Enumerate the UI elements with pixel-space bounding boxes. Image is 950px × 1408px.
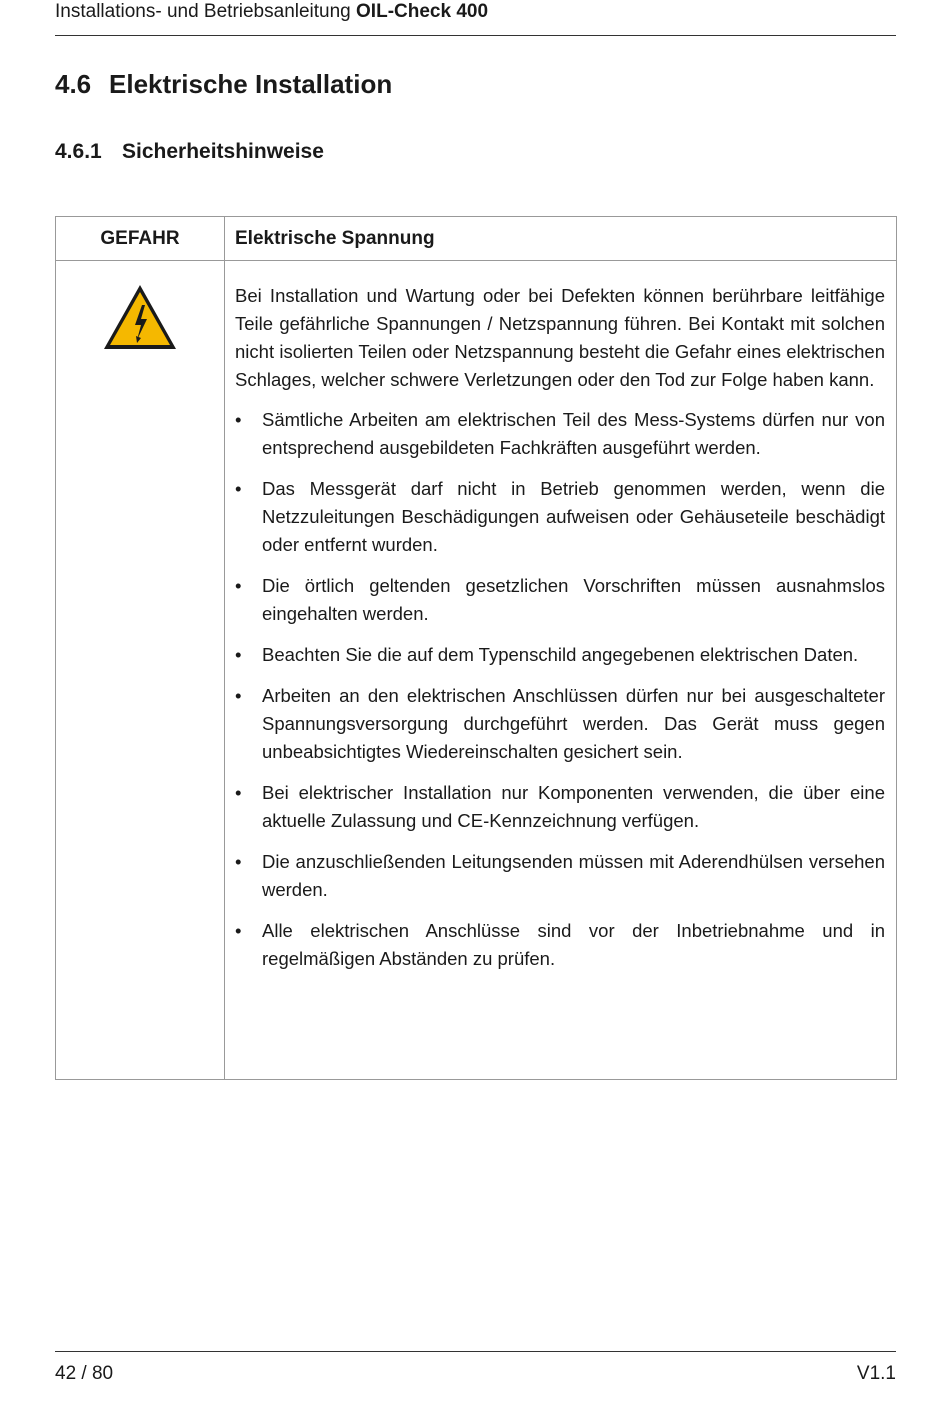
product-name: OIL-Check 400 xyxy=(356,1,489,22)
section-heading xyxy=(55,69,392,100)
list-item: • Alle elektrischen Anschlüsse sind vor der Inbetriebnahme und in regelmäßigen Abständen zu prüfen. xyxy=(235,917,885,973)
bullet-icon: • xyxy=(235,575,242,596)
document-version: V1.1 xyxy=(856,1363,896,1384)
warning-icon-cell xyxy=(56,261,225,1080)
section-number: 4.6 xyxy=(55,69,92,99)
bullet-icon: • xyxy=(235,782,242,803)
warning-body-row xyxy=(56,261,897,1080)
document-title: Installations- und Betriebsanleitung xyxy=(55,1,351,22)
list-item: • Beachten Sie die auf dem Typenschild angegebenen elektrischen Daten. xyxy=(235,641,885,669)
list-item: • Das Messgerät darf nicht in Betrieb genommen werden, wenn die Netzzuleitungen Beschädigungen aufweisen oder Gehäuseteile beschädigt oder entfernt wurden. xyxy=(235,475,885,559)
bullet-icon: • xyxy=(235,478,242,499)
electrical-hazard-warning-icon xyxy=(102,283,178,351)
subsection-heading xyxy=(55,140,324,164)
bullet-icon: • xyxy=(235,851,242,872)
page-header xyxy=(55,0,896,36)
subsection-number: 4.6.1 xyxy=(55,140,102,163)
list-item: • Arbeiten an den elektrischen Anschlüssen dürfen nur bei ausgeschalteter Spannungsversorgung durchgeführt werden. Das Gerät muss gegen unbeabsichtigtes Wiedereinschalten gesichert sein. xyxy=(235,682,885,766)
warning-intro: Bei Installation und Wartung oder bei Defekten können berührbare leitfähige Teile gefährliche Spannungen / Netzspannung führen. Bei Kontakt mit solchen nicht isolierten Teilen oder Netzspannung besteht die Gefahr eines elektrischen Schlages, welcher schwere Verletzungen oder den Tod zur Folge haben kann. xyxy=(235,285,885,390)
bullet-icon: • xyxy=(235,409,242,430)
list-item: • Die örtlich geltenden gesetzlichen Vorschriften müssen ausnahmslos eingehalten werden. xyxy=(235,572,885,628)
page-number: 42 / 80 xyxy=(55,1363,114,1384)
warning-header-row xyxy=(56,217,897,261)
safety-warning-box xyxy=(55,216,897,1080)
hazard-title: Elektrische Spannung xyxy=(225,217,897,261)
bullet-icon: • xyxy=(235,644,242,665)
subsection-title: Sicherheitshinweise xyxy=(122,140,324,163)
bullet-icon: • xyxy=(235,920,242,941)
bullet-icon: • xyxy=(235,685,242,706)
page-footer xyxy=(55,1351,896,1384)
signal-word: GEFAHR xyxy=(56,217,225,261)
section-title: Elektrische Installation xyxy=(109,69,393,99)
warning-body xyxy=(225,261,897,1080)
list-item: • Sämtliche Arbeiten am elektrischen Teil des Mess-Systems dürfen nur von entsprechend ausgebildeten Fachkräften ausgeführt werden. xyxy=(235,406,885,462)
list-item: • Bei elektrischer Installation nur Komponenten verwenden, die über eine aktuelle Zulassung und CE-Kennzeichnung verfügen. xyxy=(235,779,885,835)
safety-rules-list xyxy=(235,406,885,973)
list-item: • Die anzuschließenden Leitungsenden müssen mit Aderendhülsen versehen werden. xyxy=(235,848,885,904)
